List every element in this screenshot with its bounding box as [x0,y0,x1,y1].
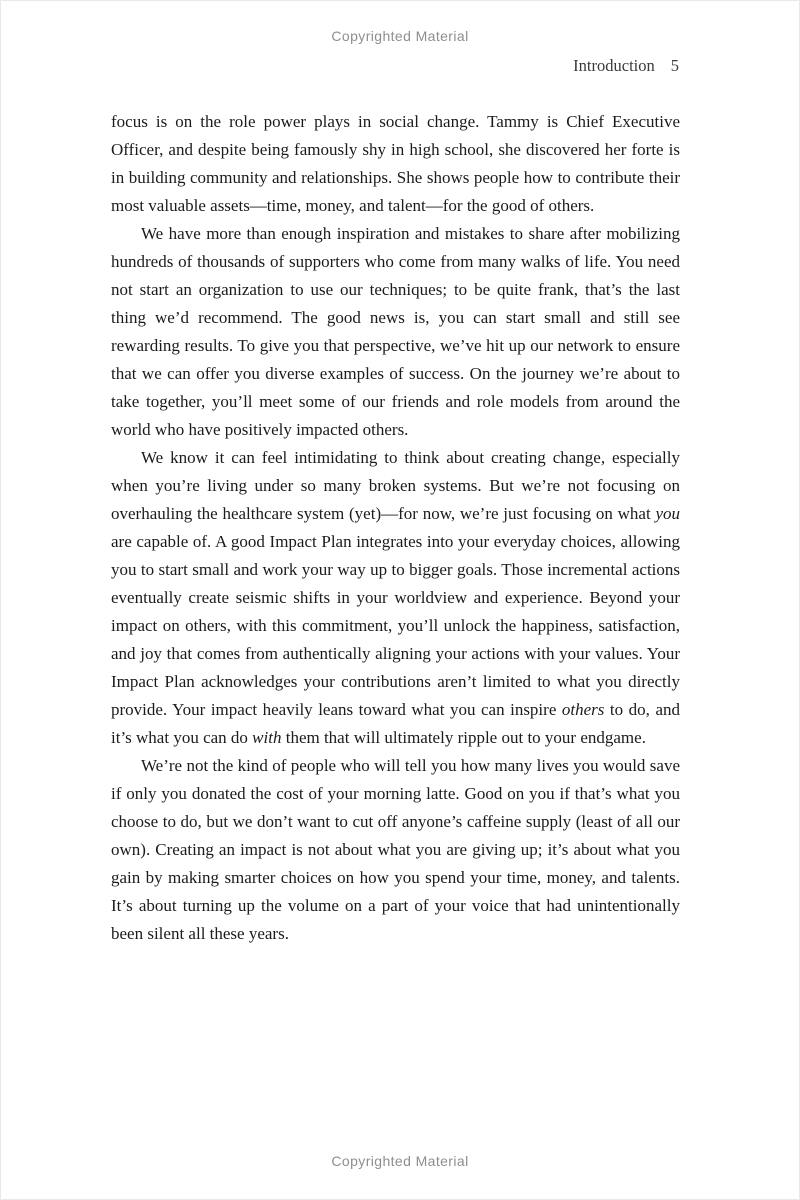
paragraph [111,444,680,752]
text-segment: We know it can feel intimidating to think about creating change, especially when you’re living under so many broken systems. But we’re not focusing on overhauling the healthcare system (yet)—for now, we’re just focusing on what [111,448,680,523]
text-segment: to do, and it’s what you can do [111,700,680,747]
running-header [111,56,679,76]
text-segment: We’re not the kind of people who will tell you how many lives you would save if only you donated the cost of your morning latte. Good on you if that’s what you choose to do, but we don’t want to cut off anyone’s caffeine supply (least of all our own). Creating an impact is not about what you are giving up; it’s about what you gain by making smarter choices on how you spend your time, money, and talents. It’s about turning up the volume on a part of your voice that had unintentionally been silent all these years. [111,756,680,943]
text-segment: We have more than enough inspiration and mistakes to share after mobilizing hundreds of thousands of supporters who come from many walks of life. You need not start an organization to use our techniques; to be quite frank, that’s the last thing we’d recommend. The good news is, you can start small and still see rewarding results. To give you that perspective, we’ve hit up our network to ensure that we can offer you diverse examples of success. On the journey we’re about to take together, you’ll meet some of our friends and role models from around the world who have positively impacted others. [111,224,680,439]
text-segment: you [655,504,680,523]
text-segment: with [252,728,282,747]
text-segment: are capable of. A good Impact Plan integrates into your everyday choices, allowing you to start small and work your way up to bigger goals. Those incremental actions eventually create seismic shifts in your worldview and experience. Beyond your impact on others, with this commitment, you’ll unlock the happiness, satisfaction, and joy that comes from authentically aligning your actions with your values. Your Impact Plan acknowledges your contributions aren’t limited to what you directly provide. Your impact heavily leans toward what you can inspire [111,532,680,719]
text-segment: focus is on the role power plays in social change. Tammy is Chief Executive Officer, and despite being famously shy in high school, she discovered her forte is in building community and relationships. She shows people how to contribute their most valuable assets—time, money, and talent—for the good of others. [111,112,680,215]
text-segment: others [561,700,605,719]
paragraph [111,752,680,948]
chapter-title: Introduction [573,56,655,75]
page-number: 5 [670,56,679,75]
paragraph [111,220,680,444]
body-paragraphs [111,108,680,948]
copyright-notice-bottom: Copyrighted Material [331,1153,469,1169]
paragraph [111,108,680,220]
copyright-notice-top: Copyrighted Material [331,28,469,44]
text-segment: them that will ultimately ripple out to your endgame. [281,728,646,747]
